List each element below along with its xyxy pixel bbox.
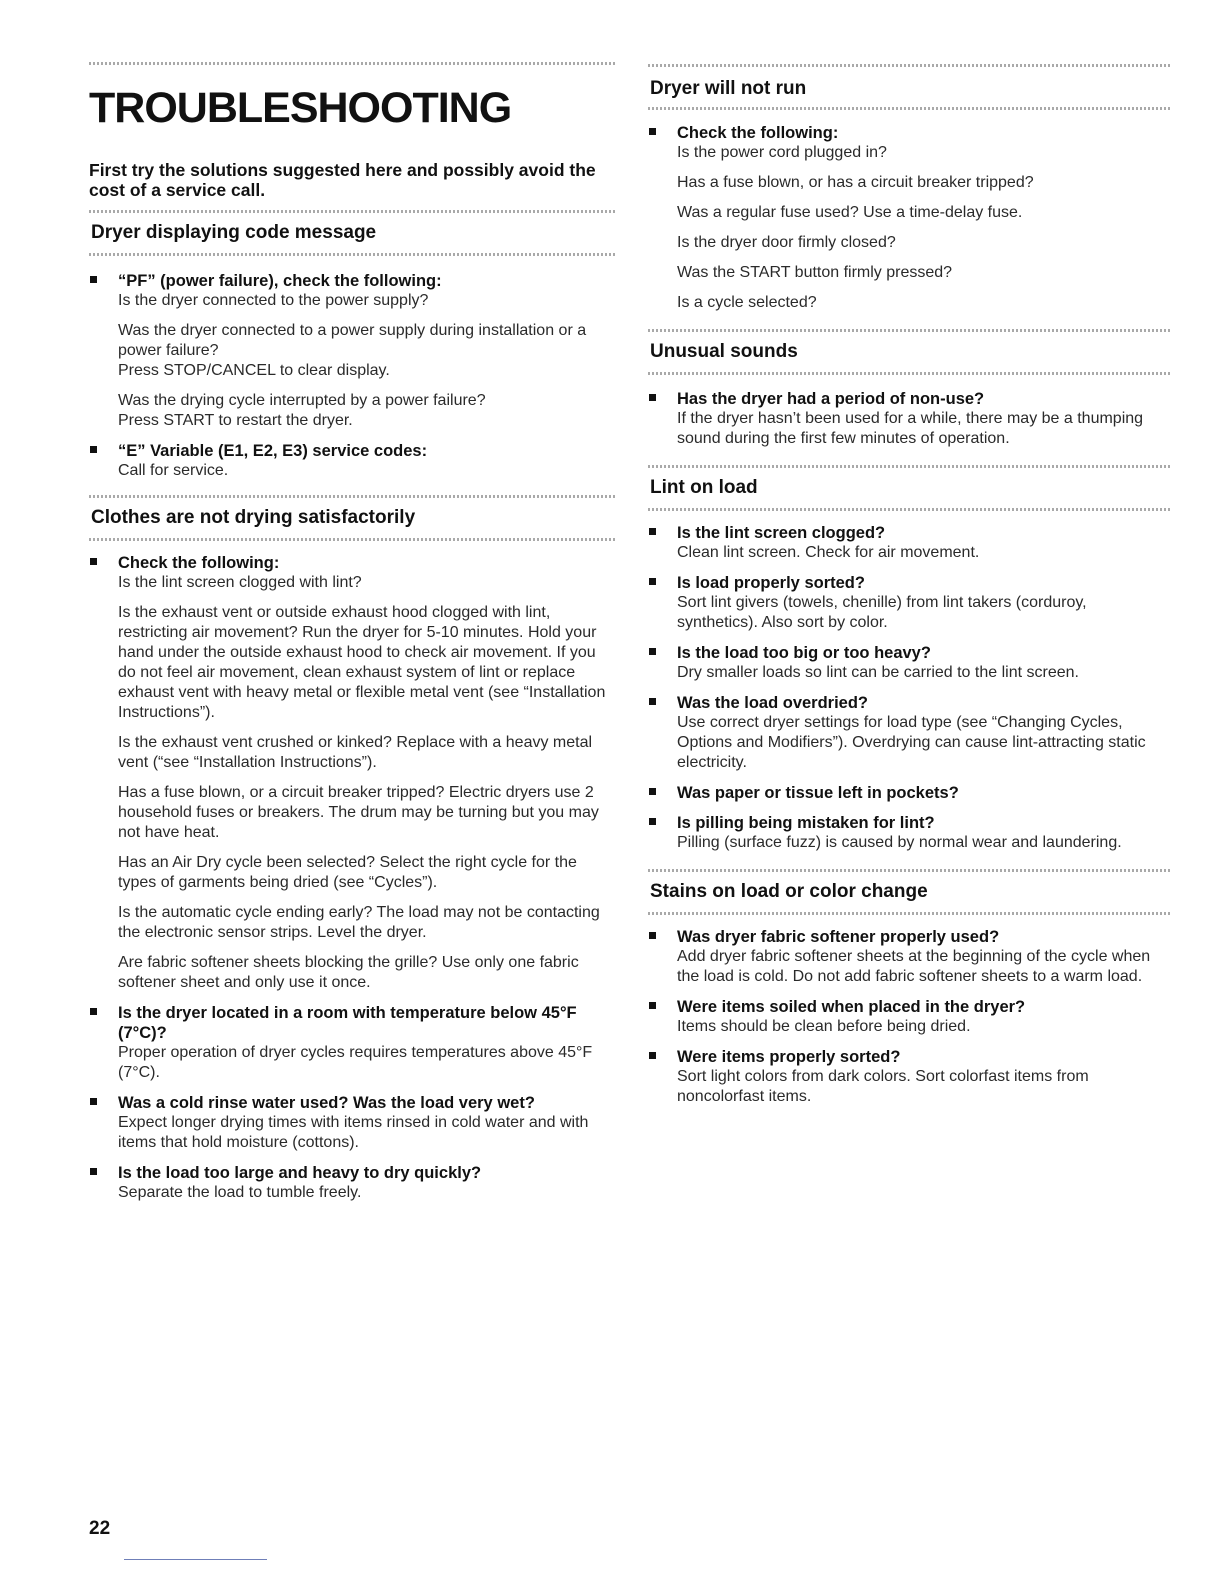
section-heading-unusual-sounds: Unusual sounds bbox=[650, 341, 798, 362]
right-column bbox=[648, 0, 1170, 1107]
divider bbox=[89, 538, 615, 541]
question-text: “PF” (power failure), check the following: bbox=[118, 272, 442, 290]
question-text: Is load properly sorted? bbox=[677, 574, 865, 592]
divider bbox=[89, 210, 615, 213]
section-heading-stains: Stains on load or color change bbox=[650, 881, 928, 902]
section-heading-lint-on-load: Lint on load bbox=[650, 477, 758, 498]
answer-text: Is the exhaust vent crushed or kinked? Replace with a heavy metal vent (“see “Installation Instructions”). bbox=[118, 734, 593, 771]
list-item bbox=[648, 643, 1170, 683]
bullet-icon bbox=[90, 558, 97, 565]
bullet-icon bbox=[90, 1168, 97, 1175]
list-item bbox=[89, 271, 615, 431]
answer-text: If the dryer hasn’t been used for a while, there may be a thumping sound during the first few minutes of operation. bbox=[677, 410, 1144, 447]
bullet-icon bbox=[649, 818, 656, 825]
question-text: Was dryer fabric softener properly used? bbox=[677, 928, 1000, 946]
answer-text: Use correct dryer settings for load type (see “Changing Cycles, Options and Modifiers”). Overdrying can cause lint-attracting static electricity. bbox=[677, 714, 1146, 771]
bullet-icon bbox=[649, 578, 656, 585]
section-heading-not-drying: Clothes are not drying satisfactorily bbox=[91, 507, 416, 528]
list-item bbox=[648, 813, 1170, 853]
question-text: Check the following: bbox=[118, 554, 280, 572]
list-item bbox=[89, 1093, 615, 1153]
answer-text: Sort lint givers (towels, chenille) from lint takers (corduroy, synthetics). Also sort by color. bbox=[677, 594, 1087, 631]
bullet-icon bbox=[649, 128, 656, 135]
list-item bbox=[89, 441, 615, 481]
list-item bbox=[648, 783, 1170, 803]
answer-text: Is the lint screen clogged with lint? bbox=[118, 574, 362, 591]
bullet-icon bbox=[649, 528, 656, 535]
list-item bbox=[648, 997, 1170, 1037]
answer-text: Is the automatic cycle ending early? The load may not be contacting the electronic sensor strips. Level the dryer. bbox=[118, 904, 600, 941]
answer-text: Add dryer fabric softener sheets at the beginning of the cycle when the load is cold. Do not add fabric softener sheets to a warm load. bbox=[677, 948, 1151, 985]
question-text: Were items properly sorted? bbox=[677, 1048, 901, 1066]
answer-text: Is the power cord plugged in? bbox=[677, 144, 887, 161]
question-text: Is the load too big or too heavy? bbox=[677, 644, 931, 662]
answer-text: Items should be clean before being dried. bbox=[677, 1018, 971, 1035]
question-text: Has the dryer had a period of non-use? bbox=[677, 390, 985, 408]
answer-text: Expect longer drying times with items rinsed in cold water and with items that hold moisture (cottons). bbox=[118, 1114, 589, 1151]
list-item bbox=[89, 553, 615, 993]
question-text: Were items soiled when placed in the dryer? bbox=[677, 998, 1026, 1016]
list-item bbox=[89, 1003, 615, 1083]
list-item bbox=[648, 927, 1170, 987]
divider bbox=[89, 495, 615, 498]
divider bbox=[648, 912, 1170, 915]
list-item bbox=[648, 389, 1170, 449]
bullet-icon bbox=[649, 788, 656, 795]
divider bbox=[648, 465, 1170, 468]
bullet-icon bbox=[649, 648, 656, 655]
divider bbox=[648, 508, 1170, 511]
answer-text: Pilling (surface fuzz) is caused by normal wear and laundering. bbox=[677, 834, 1122, 851]
divider bbox=[89, 62, 615, 65]
list-item bbox=[648, 123, 1170, 313]
question-text: Is pilling being mistaken for lint? bbox=[677, 814, 935, 832]
bullet-icon bbox=[90, 446, 97, 453]
answer-text: Is the exhaust vent or outside exhaust hood clogged with lint, restricting air movement? Run the dryer for 5-10 minutes. Hold your hand under the outside exhaust hood to check air movement. If you do not feel air movement, clean exhaust system of lint or replace exhaust vent with heavy metal or flexible metal vent (see “Installation Instructions”). bbox=[118, 604, 606, 721]
answer-text: Was the dryer connected to a power supply during installation or a power failure? bbox=[118, 322, 587, 359]
footer-line bbox=[124, 1559, 267, 1560]
bullet-icon bbox=[90, 1098, 97, 1105]
question-text: Is the load too large and heavy to dry quickly? bbox=[118, 1164, 482, 1182]
answer-text: Proper operation of dryer cycles requires temperatures above 45°F (7°C). bbox=[118, 1044, 593, 1081]
section-heading-will-not-run: Dryer will not run bbox=[650, 78, 807, 99]
page-number: 22 bbox=[89, 1518, 111, 1539]
question-text: Was a cold rinse water used? Was the load very wet? bbox=[118, 1094, 535, 1112]
bullet-icon bbox=[90, 1008, 97, 1015]
list-item bbox=[648, 523, 1170, 563]
list-item bbox=[648, 1047, 1170, 1107]
question-text: Check the following: bbox=[677, 124, 839, 142]
answer-text: Has an Air Dry cycle been selected? Select the right cycle for the types of garments being dried (see “Cycles”). bbox=[118, 854, 577, 891]
answer-text: Was the START button firmly pressed? bbox=[677, 264, 953, 281]
section-heading-dryer-code: Dryer displaying code message bbox=[91, 222, 377, 243]
divider bbox=[89, 253, 615, 256]
bullet-icon bbox=[649, 394, 656, 401]
question-text: Was paper or tissue left in pockets? bbox=[677, 784, 959, 802]
divider bbox=[648, 64, 1170, 67]
question-text: “E” Variable (E1, E2, E3) service codes: bbox=[118, 442, 428, 460]
divider bbox=[648, 372, 1170, 375]
divider bbox=[648, 329, 1170, 332]
answer-text: Is the dryer connected to the power supply? bbox=[118, 292, 429, 309]
answer-text: Are fabric softener sheets blocking the grille? Use only one fabric softener sheet and only use it once. bbox=[118, 954, 579, 991]
answer-text: Call for service. bbox=[118, 462, 229, 479]
bullet-icon bbox=[649, 698, 656, 705]
left-column bbox=[89, 0, 615, 1203]
answer-text: Is a cycle selected? bbox=[677, 294, 817, 311]
bullet-icon bbox=[649, 1052, 656, 1059]
question-text: Was the load overdried? bbox=[677, 694, 869, 712]
list-item bbox=[89, 1163, 615, 1203]
answer-text: Clean lint screen. Check for air movement. bbox=[677, 544, 980, 561]
answer-text: Separate the load to tumble freely. bbox=[118, 1184, 362, 1201]
answer-text: Press STOP/CANCEL to clear display. bbox=[118, 362, 390, 379]
answer-text: Was a regular fuse used? Use a time-delay fuse. bbox=[677, 204, 1023, 221]
divider bbox=[648, 869, 1170, 872]
bullet-icon bbox=[649, 932, 656, 939]
answer-text: Has a fuse blown, or has a circuit breaker tripped? bbox=[677, 174, 1034, 191]
answer-text: Is the dryer door firmly closed? bbox=[677, 234, 896, 251]
question-text: Is the lint screen clogged? bbox=[677, 524, 886, 542]
question-text: Is the dryer located in a room with temperature below 45°F (7°C)? bbox=[118, 1004, 577, 1042]
list-item bbox=[648, 693, 1170, 773]
bullet-icon bbox=[90, 276, 97, 283]
answer-text: Was the drying cycle interrupted by a power failure? bbox=[118, 392, 486, 409]
intro-text: First try the solutions suggested here and possibly avoid the cost of a service call. bbox=[89, 160, 596, 200]
list-item bbox=[648, 573, 1170, 633]
answer-text: Has a fuse blown, or a circuit breaker tripped? Electric dryers use 2 household fuses or breakers. The drum may be turning but you may not have heat. bbox=[118, 784, 599, 841]
page-title: TROUBLESHOOTING bbox=[89, 84, 512, 132]
divider bbox=[648, 107, 1170, 110]
answer-text: Press START to restart the dryer. bbox=[118, 412, 353, 429]
answer-text: Dry smaller loads so lint can be carried to the lint screen. bbox=[677, 664, 1079, 681]
answer-text: Sort light colors from dark colors. Sort colorfast items from noncolorfast items. bbox=[677, 1068, 1089, 1105]
bullet-icon bbox=[649, 1002, 656, 1009]
